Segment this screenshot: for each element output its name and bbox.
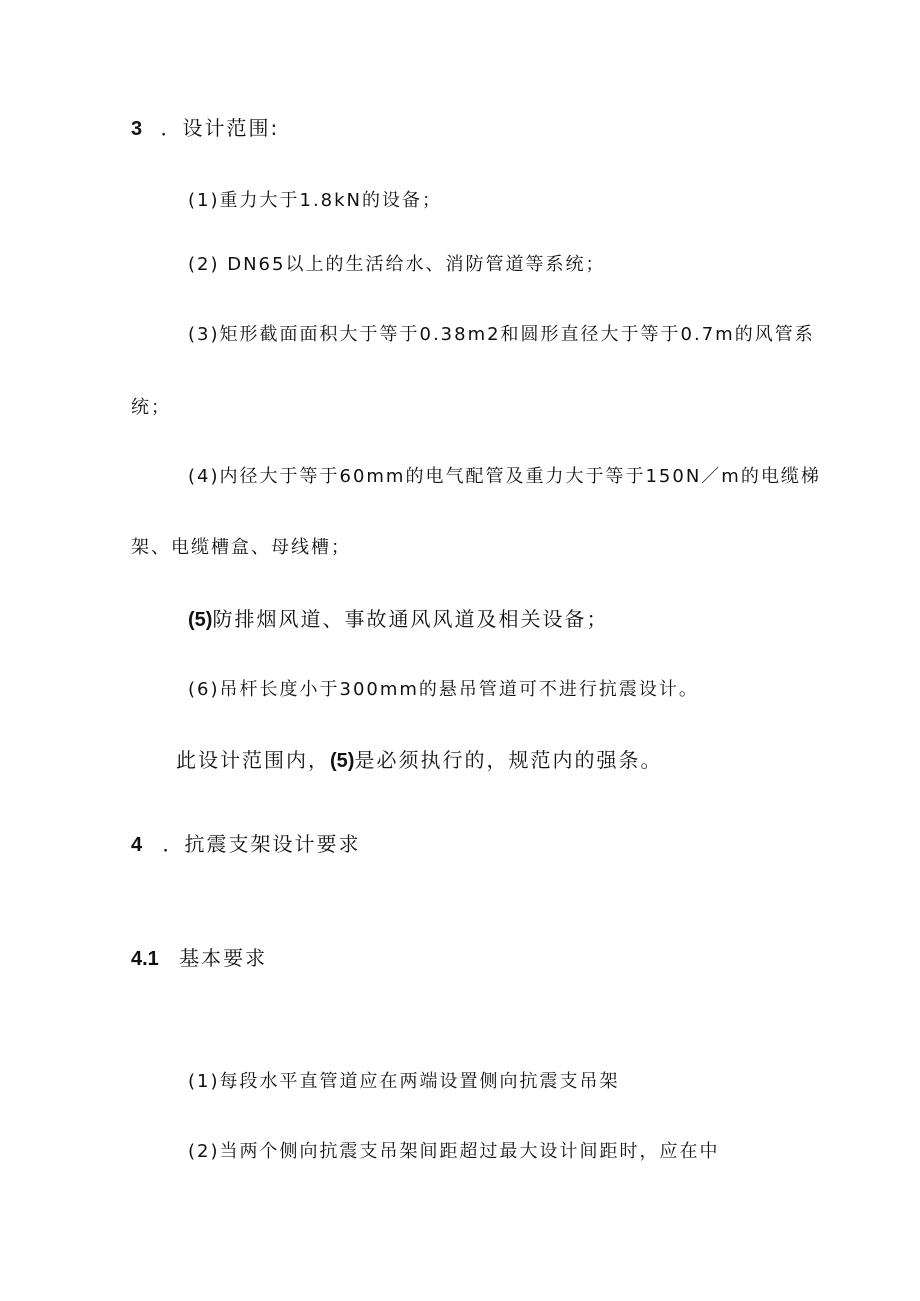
note-suffix: 是必须执行的，规范内的强条。	[354, 748, 663, 772]
section-title: ．设计范围:	[160, 116, 280, 140]
section-number: 4.1	[131, 948, 159, 970]
section-3-heading	[131, 112, 279, 141]
scope-item-2: (2) DN65以上的生活给水、消防管道等系统；	[188, 254, 606, 275]
scope-item-5	[188, 603, 608, 632]
note-number: (5)	[330, 750, 355, 772]
scope-item-4: (4)内径大于等于60mm的电气配管及重力大于等于150N／m的电缆梯	[188, 466, 821, 487]
section-4-heading	[131, 828, 360, 857]
scope-note	[176, 744, 662, 773]
section-number: 3	[131, 118, 143, 140]
section-4-1-heading	[131, 942, 267, 971]
requirement-item-2: (2)当两个侧向抗震支吊架间距超过最大设计间距时，应在中	[188, 1141, 720, 1162]
section-title: ．抗震支架设计要求	[162, 832, 361, 856]
scope-item-5-text: 防排烟风道、事故通风风道及相关设备；	[212, 607, 609, 631]
scope-item-3: (3)矩形截面面积大于等于0.38m2和圆形直径大于等于0.7m的风管系	[188, 324, 815, 345]
note-prefix: 此设计范围内，	[176, 748, 330, 772]
section-number: 4	[131, 834, 143, 856]
section-title: 基本要求	[179, 946, 268, 970]
requirement-item-1: (1)每段水平直管道应在两端设置侧向抗震支吊架	[188, 1071, 620, 1092]
scope-item-1: (1)重力大于1.8kN的设备；	[188, 190, 443, 211]
scope-item-6: (6)吊杆长度小于300mm的悬吊管道可不进行抗震设计。	[188, 679, 699, 700]
scope-item-4-continued: 架、电缆槽盒、母线槽；	[131, 537, 351, 558]
scope-item-5-number: (5)	[188, 609, 213, 631]
scope-item-3-continued: 统；	[131, 397, 171, 418]
